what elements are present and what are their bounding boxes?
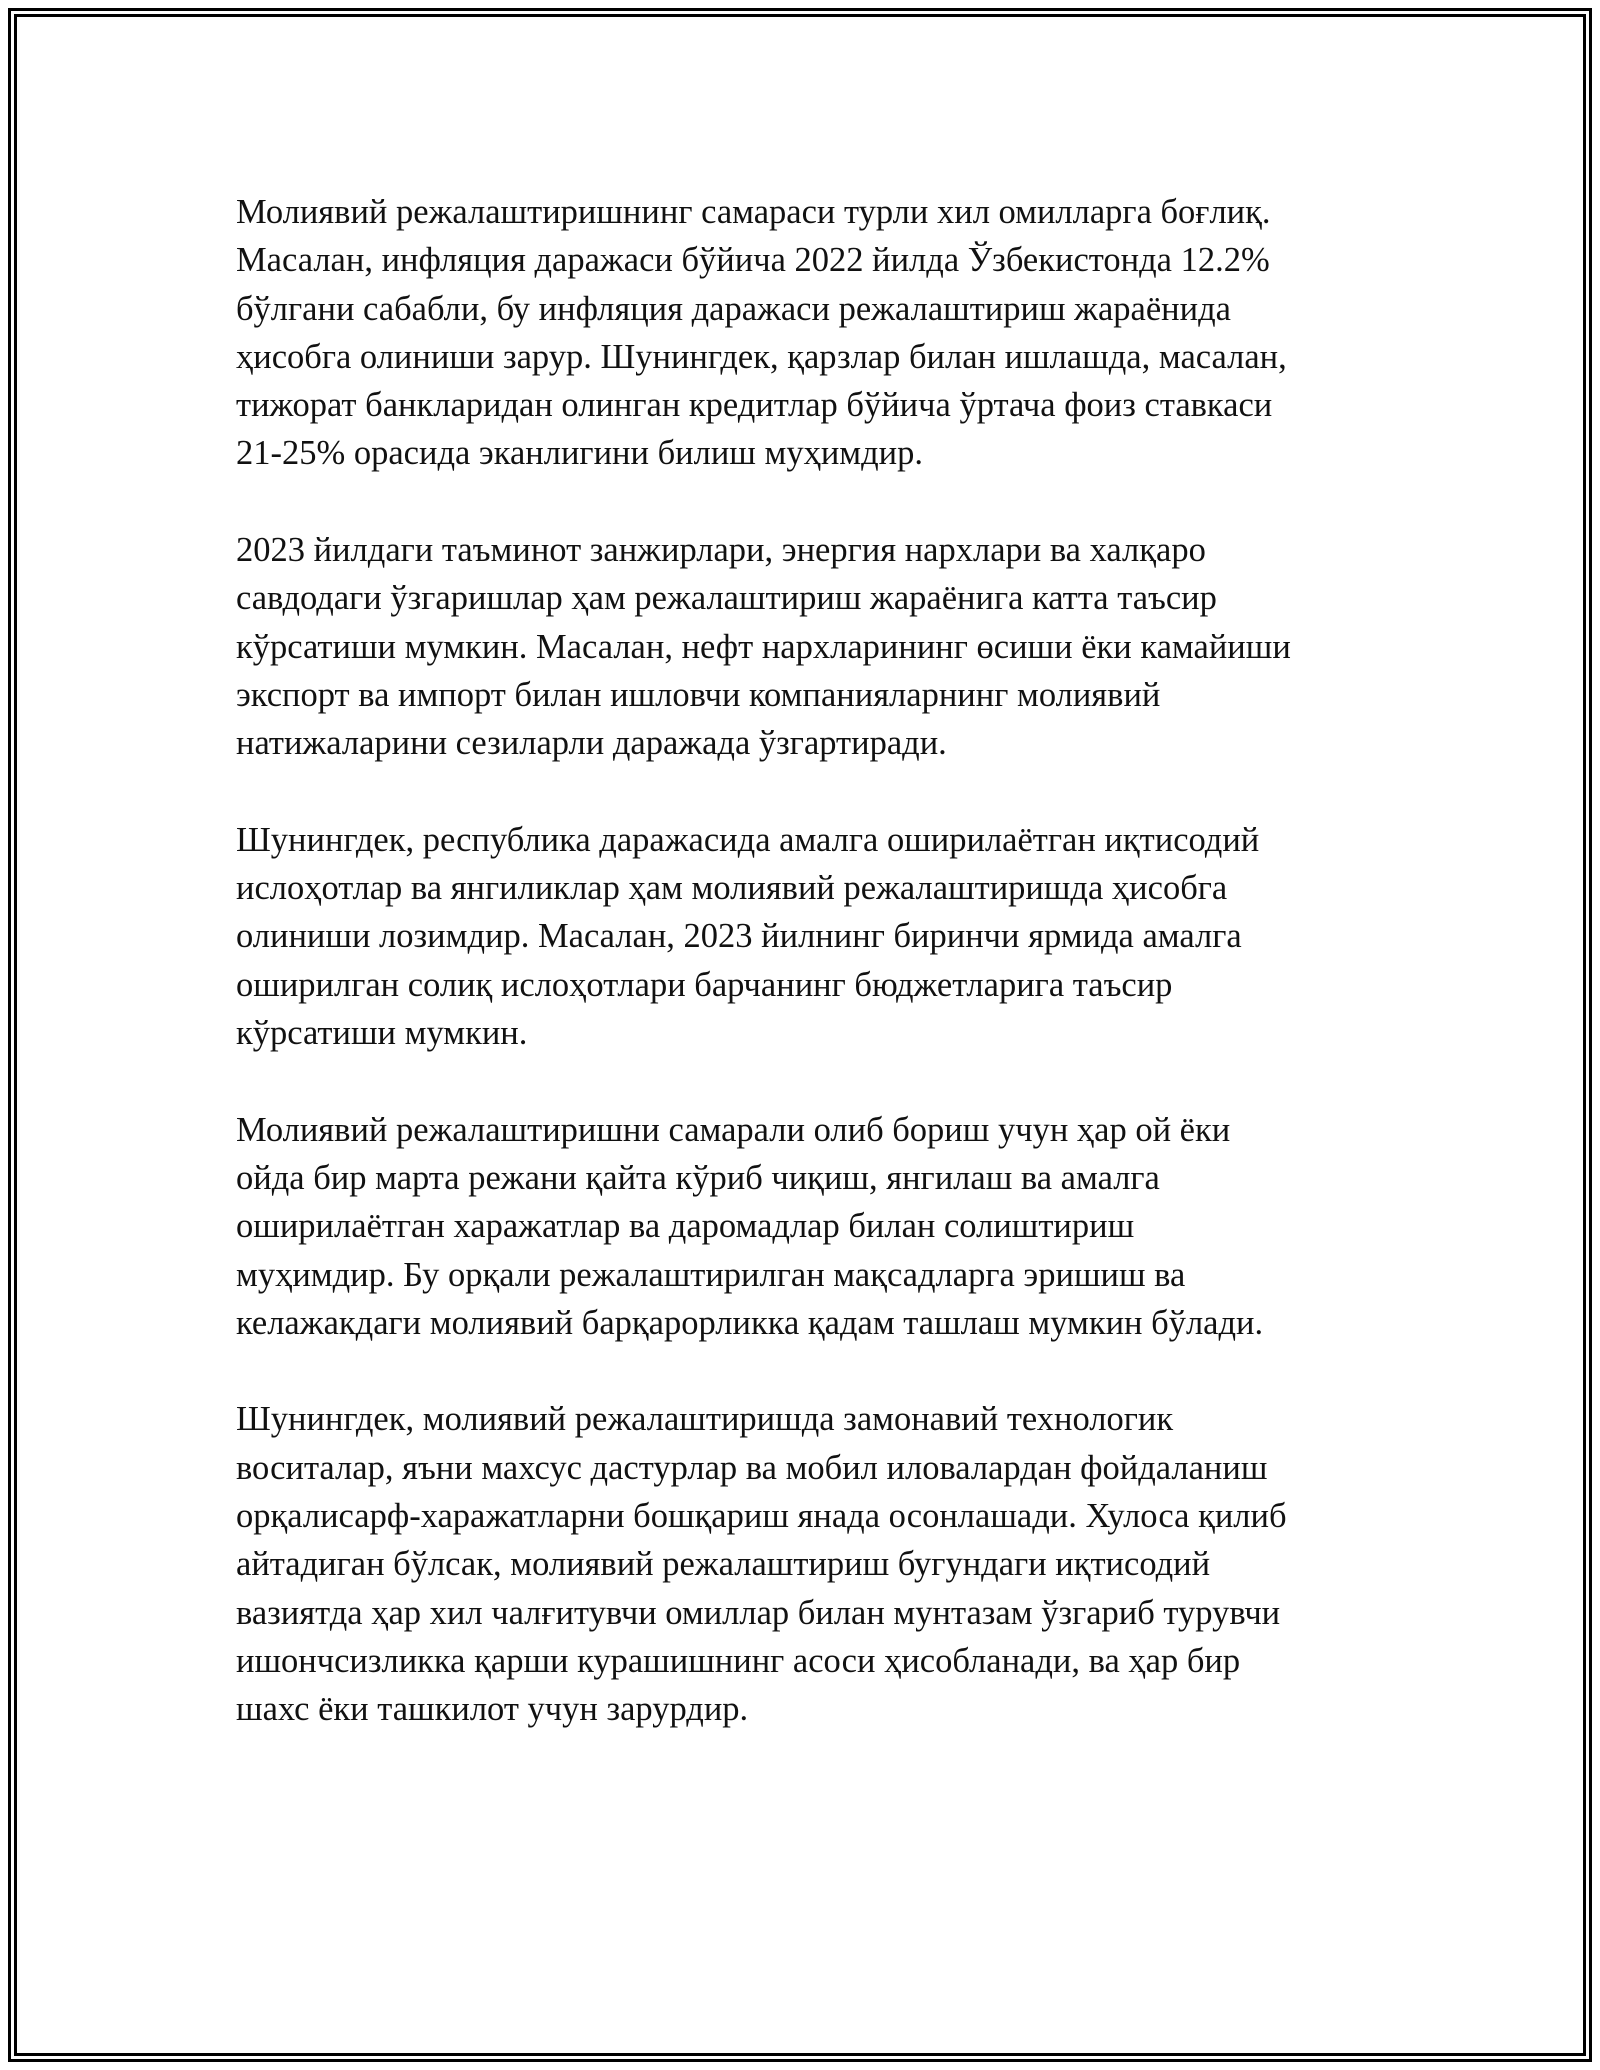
text-line: ойда бир марта режани қайта кўриб чиқиш, янгилаш ва амалга — [236, 1158, 1160, 1197]
paragraph-5 — [236, 1395, 1366, 1733]
text-line: Молиявий режалаштиришнинг самараси турли хил омилларга боғлиқ. — [236, 193, 1271, 231]
text-line: воситалар, яъни махсус дастурлар ва мобил иловалардан фойдаланиш — [236, 1448, 1268, 1487]
text-line: савдодаги ўзгаришлар ҳам режалаштириш жараёнига катта таъсир — [236, 579, 1217, 618]
text-line: 2023 йилдаги таъминот занжирлари, энергия нархлари ва халқаро — [236, 531, 1206, 570]
text-line: оширилаётган харажатлар ва даромадлар билан солиштириш — [236, 1207, 1135, 1246]
text-line: Молиявий режалаштиришни самарали олиб бориш учун ҳар ой ёки — [236, 1110, 1231, 1149]
text-line: вазиятда ҳар хил чалғитувчи омиллар билан мунтазам ўзгариб турувчи — [236, 1593, 1281, 1632]
text-line: ишончсизликка қарши курашишнинг асоси ҳисобланади, ва ҳар бир — [236, 1641, 1241, 1680]
text-line: тижорат банкларидан олинган кредитлар бўйича ўртача фоиз ставкаси — [236, 386, 1273, 425]
text-line: Шунингдек, молиявий режалаштиришда замонавий технологик — [236, 1400, 1174, 1439]
text-line: муҳимдир. Бу орқали режалаштирилган мақсадларга эришиш ва — [236, 1255, 1186, 1294]
text-line: ислоҳотлар ва янгиликлар ҳам молиявий режалаштиришда ҳисобга — [236, 869, 1228, 908]
text-line: айтадиган бўлсак, молиявий режалаштириш бугундаги иқтисодий — [236, 1545, 1211, 1584]
paragraph-2 — [236, 526, 1366, 767]
text-line: бўлгани сабабли, бу инфляция даражаси режалаштириш жараёнида — [236, 289, 1231, 328]
text-line: олиниши лозимдир. Масалан, 2023 йилнинг биринчи ярмида амалга — [236, 917, 1242, 956]
text-line: экспорт ва импорт билан ишловчи компанияларнинг молиявий — [236, 675, 1161, 714]
document-body — [236, 188, 1366, 1782]
text-line: Масалан, инфляция даражаси бўйича 2022 йилда Ўзбекистонда 12.2% — [236, 241, 1270, 280]
text-line: кўрсатиши мумкин. Масалан, нефт нархларининг өсиши ёки камайиши — [236, 627, 1291, 666]
text-line: кўрсатиши мумкин. — [236, 1014, 528, 1053]
paragraph-4 — [236, 1106, 1366, 1347]
text-line: келажакдаги молиявий барқарорликка қадам ташлаш мумкин бўлади. — [236, 1303, 1264, 1342]
text-line: натижаларини сезиларли даражада ўзгартиради. — [236, 724, 947, 763]
paragraph-1 — [236, 188, 1366, 478]
text-line: 21-25% орасида эканлигини билиш муҳимдир. — [236, 434, 924, 473]
paragraph-3 — [236, 816, 1366, 1057]
text-line: Шунингдек, республика даражасида амалга оширилаётган иқтисодий — [236, 820, 1260, 859]
text-line: оширилган солиқ ислоҳотлари барчанинг бюджетларига таъсир — [236, 965, 1173, 1004]
text-line: шахс ёки ташкилот учун зарурдир. — [236, 1690, 749, 1729]
text-line: ҳисобга олиниши зарур. Шунингдек, қарзлар билан ишлашда, масалан, — [236, 337, 1287, 376]
text-line: орқалисарф-харажатларни бошқариш янада осонлашади. Хулоса қилиб — [236, 1497, 1287, 1536]
